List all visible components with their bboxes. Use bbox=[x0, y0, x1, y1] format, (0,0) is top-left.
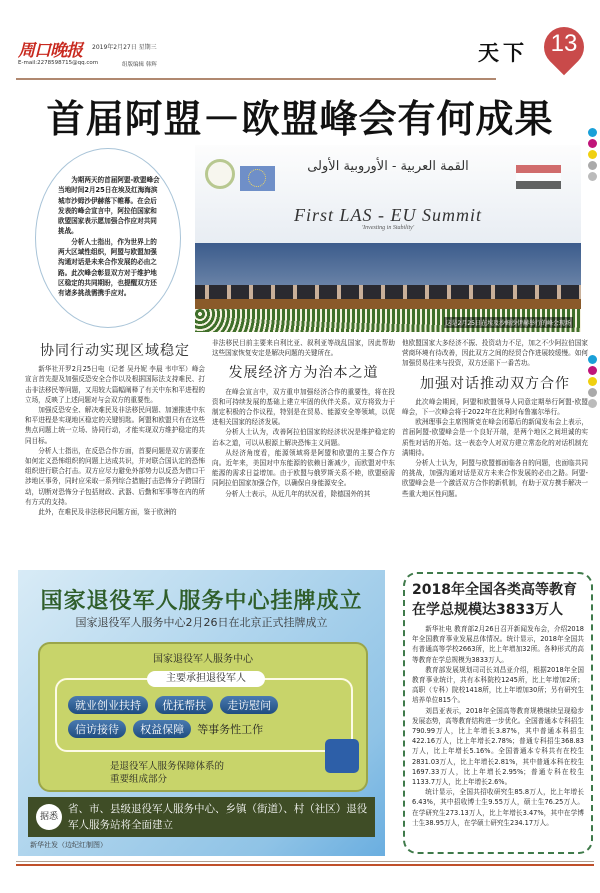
part-line: 是退役军人服务保障体系的 bbox=[110, 761, 225, 772]
subheading: 协同行动实现区域稳定 bbox=[40, 343, 190, 359]
paragraph: 分析人士指出，在反恐合作方面，首要问题是双方需要在如何定义恐怖组织的问题上达成共识，并对联合国认定的恐怖组织进行联合打击。双方应尽力避免外部势力以反恐为借口干涉地区事务，同时应采取一系列综合措施打击恐怖分子跨国行动，切断对恐怖分子包括财政、武器、后勤和军事等在内的所有方式的支持。 bbox=[25, 446, 205, 506]
paragraph: 欧洲理事会主席图斯克在峰会闭幕后的新闻发布会上表示，首届阿盟-欧盟峰会是一个良好开端，是两个地区之间坦诚的实质性对话的开始。这一表态令人对双方建立常态化的对话机制充满期待。 bbox=[402, 418, 588, 457]
header-divider bbox=[16, 78, 496, 80]
contact-email: E-mail:2278598715@qq.com bbox=[18, 60, 99, 66]
editor-credit: 组版编辑 韩辉 bbox=[122, 62, 157, 68]
summit-stage bbox=[195, 243, 581, 332]
ribbon-text: 省、市、县级退役军人服务中心、乡镇（街道）、村（社区）退役军人服务站将全面建立 bbox=[68, 803, 368, 831]
article-column-2 bbox=[212, 338, 395, 499]
newspaper-logo: 周口晚报 bbox=[18, 41, 82, 61]
paragraph: 分析人士认为，改善阿拉伯国家的经济状况是维护稳定的治本之道，可以从根源上解决恐怖主义问题。 bbox=[212, 428, 395, 447]
duties-box bbox=[55, 673, 353, 752]
education-body bbox=[412, 624, 584, 828]
banner-arabic: القمة العربية - الأوروبية الأولى bbox=[307, 159, 469, 174]
page-number: 13 bbox=[550, 30, 578, 57]
paragraph: 分析人士认为，阿盟与欧盟都面临各自的问题，也面临共同的挑战，加强沟通对话是双方未来合作发展的必由之路。阿盟-欧盟峰会是一个激活双方合作的新机制，有助于双方携手解决一些重大地区性问题。 bbox=[402, 459, 588, 498]
paragraph: 教育部发展规划司司长刘昌亚介绍，根据2018年全国教育事业统计，共有本科院校1245所，比上年增加2所；高职（专科）院校1418所，比上年增加30所；另有研究生培养单位815个。 bbox=[412, 665, 584, 705]
paragraph: 此外，在难民及非法移民问题方面，鉴于欧洲的 bbox=[38, 508, 177, 517]
summit-banner bbox=[195, 145, 581, 243]
part-line: 重要组成部分 bbox=[110, 774, 168, 785]
ju-xi-badge: 据悉 bbox=[36, 804, 62, 830]
duty-tag: 权益保障 bbox=[133, 720, 191, 738]
paragraph: 在峰会宣言中，双方重申加强经济合作的重要性，将在投资和可持续发展的基础上建立牢固的伙伴关系。双方将致力于制定积极的合作议程，特别是在贸易、能源安全等领域，以促进相关国家的经济发展。 bbox=[212, 387, 395, 427]
page-headline: 首届阿盟－欧盟峰会有何成果 bbox=[46, 96, 554, 141]
infographic-subtitle: 国家退役军人服务中心2月26日在北京正式挂牌成立 bbox=[75, 616, 328, 629]
duties-label: 主要承担退役军人 bbox=[147, 671, 265, 687]
footer-divider bbox=[16, 864, 594, 866]
banner-title: First LAS - EU Summit bbox=[293, 205, 482, 225]
system-part-text bbox=[110, 760, 224, 786]
paragraph: 从经济角度看，能源领域将是阿盟和欧盟的主要合作方向。近年来，美国对中东能源的依赖日渐减少，而欧盟对中东能源的需求日益增加。由于欧盟与俄罗斯关系不睦，欧盟亟需同阿拉伯国家加强合作，以确保自身能源安全。 bbox=[212, 448, 395, 488]
veteran-infographic bbox=[18, 570, 385, 856]
infographic-source: 新华社发（边纪红制图） bbox=[30, 841, 107, 849]
article-column-1 bbox=[25, 340, 205, 517]
paragraph: 统计显示，全国共招收研究生85.8万人，比上年增长6.43%，其中招收博士生9.55万人，硕士生76.25万人。在学研究生273.13万人，比上年增长3.47%，其中在学博士生38.95万人，在学硕士研究生234.17万人。 bbox=[412, 788, 584, 827]
office-chair-icon bbox=[325, 739, 359, 773]
duty-tag: 优抚帮扶 bbox=[155, 696, 213, 714]
ribbon-banner bbox=[28, 797, 375, 837]
duty-tag: 就业创业扶持 bbox=[68, 696, 148, 714]
service-center-panel bbox=[38, 642, 368, 792]
subheading: 发展经济方为治本之道 bbox=[228, 365, 379, 382]
duty-tag: 走访慰问 bbox=[220, 696, 278, 714]
photo-caption: 这是2月25日在埃及沙姆沙伊赫举行的峰会现场 bbox=[444, 317, 573, 328]
paragraph: 分析人士表示，从近几年的状况看，除德国外的其 bbox=[225, 489, 371, 498]
paragraph: 此次峰会期间，阿盟和欧盟领导人同意定期举行阿盟-欧盟峰会，下一次峰会将于2022年在比利时布鲁塞尔举行。 bbox=[402, 397, 588, 417]
paragraph: 刘昌亚表示，2018年全国高等教育规模继续呈现稳步发展态势，高等教育结构进一步优化。全国普通本专科招生790.99万人，比上年增长3.87%，其中普通本科招生422.16万人，比上年增长2.78%；普通专科招生368.83万人，比上年增长5.16%。全国普通本专科共有在校生2831.03万人，比上年增长2.81%，其中普通本科在校生1697.33万人，比上年增长2.95%；普通专科在校生1133.7万人，比上年增长2.6%。 bbox=[412, 706, 584, 787]
registration-dots bbox=[588, 128, 598, 183]
article-column-3 bbox=[402, 338, 588, 499]
intro-summary bbox=[35, 148, 181, 328]
infographic-title: 国家退役军人服务中心挂牌成立 bbox=[40, 589, 363, 614]
paragraph: 加强反恐安全、解决难民及非法移民问题、加速推进中东和平进程是实现地区稳定的关键钥匙。阿盟和欧盟只有在这些焦点问题上统一立场、协同行动，才能实现双方维护稳定的共同目标。 bbox=[25, 406, 205, 445]
intro-paragraph: 为期两天的首届阿盟-欧盟峰会当地时间2月25日在埃及红海海滨城市沙姆沙伊赫落下帷幕。在会后发表的峰会宣言中，阿拉伯国家和欧盟国家表示愿加强合作应对共同挑战。 bbox=[58, 176, 160, 236]
center-name: 国家退役军人服务中心 bbox=[153, 654, 253, 665]
section-title: 天下 bbox=[478, 40, 528, 65]
intro-paragraph: 分析人士指出，作为世界上的两大区域性组织，阿盟与欧盟加强沟通对话是未来合作发展的必由之路。此次峰会彰显双方对于维护地区稳定的共同期盼，也提醒双方还有诸多挑战需携手应对。 bbox=[58, 237, 157, 298]
footer-divider bbox=[16, 861, 594, 862]
paragraph: 新华社电 教育部2月26日召开新闻发布会，介绍2018年全国教育事业发展总体情况。统计显示，2018年全国共有普通高等学校2663所，比上年增加32所。各种形式的高等教育在学总规模为3833万人。 bbox=[412, 625, 584, 664]
paragraph: 非法移民目前主要来自利比亚、叙利亚等战乱国家，因此帮助这些国家恢复安定是解决问题的关键所在。 bbox=[212, 339, 395, 358]
summit-photo bbox=[195, 145, 581, 332]
banner-subtitle: 'Investing in Stability' bbox=[361, 225, 415, 231]
education-news-box bbox=[403, 572, 593, 854]
registration-dots bbox=[588, 355, 598, 410]
paragraph: 他欧盟国家大多经济不振、投资动力不足，加之不少阿拉伯国家营商环境有待改善，因此双方之间的经贸合作进展较缓慢。如何加强贸易往来与投资，双方还需下一番苦功。 bbox=[402, 339, 588, 368]
subheading: 加强对话推动双方合作 bbox=[420, 375, 570, 392]
paragraph: 新华社开罗2月25日电（记者 吴丹妮 李晨 韦申军）峰会宣言首先提及加强反恐安全合作以及根据国际法支持难民、打击非法移民等问题，又用较大篇幅阐释了有关中东和平进程的立场，反映了上述问题对与会双方的重要性。 bbox=[25, 365, 205, 404]
education-title: 2018年全国各类高等教育在学总规模达3833万人 bbox=[412, 582, 577, 618]
duty-tag: 信访接待 bbox=[68, 720, 126, 738]
issue-date: 2019年2月27日 星期三 bbox=[92, 44, 157, 51]
duties-etc: 等事务性工作 bbox=[197, 723, 264, 736]
